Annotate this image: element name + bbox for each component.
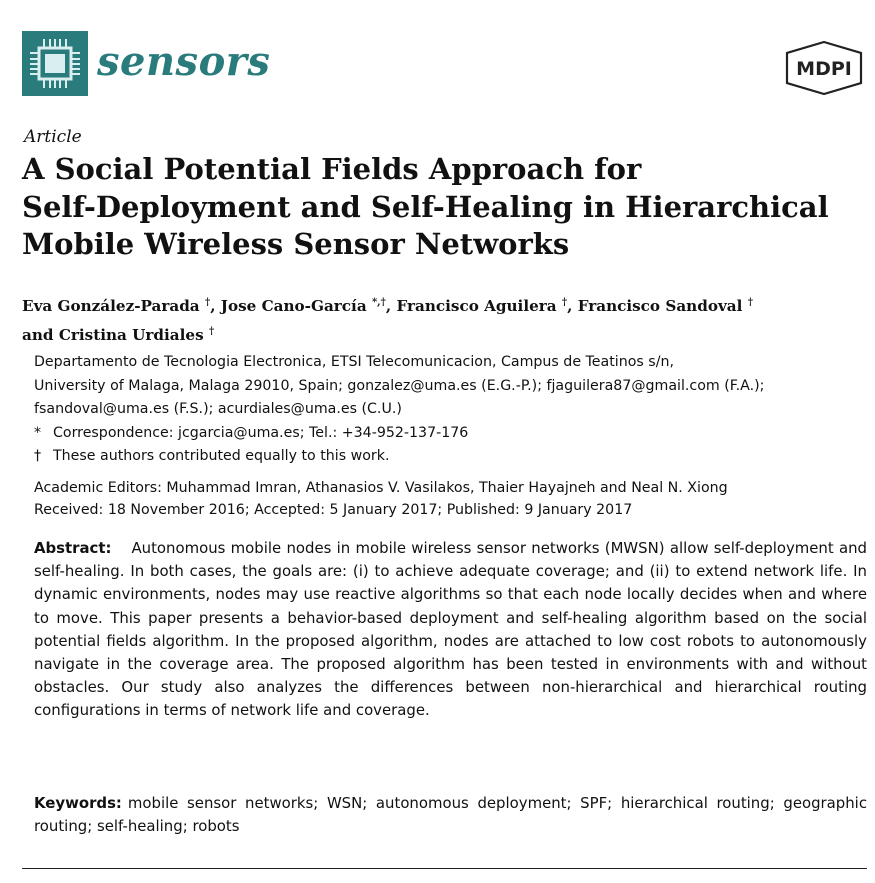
author-mark: † [204, 297, 211, 308]
keywords [34, 792, 867, 838]
author-name: Eva González-Parada [22, 297, 200, 316]
authors-conjunction: and [22, 326, 54, 345]
abstract-label: Abstract: [34, 539, 112, 557]
author-name: Jose Cano-García [220, 297, 367, 316]
article-type: Article [24, 127, 82, 147]
keywords-label: Keywords: [34, 794, 122, 812]
author-list: Eva González-Parada †, Jose Cano-García *,†, Francisco Aguilera †, Francisco Sandoval † and Cristina Urdiales † [22, 297, 753, 345]
abstract [34, 537, 867, 723]
author-name: Francisco Aguilera [396, 297, 557, 316]
journal-logo-icon [22, 31, 88, 96]
equal-contribution-line [34, 445, 874, 469]
publication-dates: Received: 18 November 2016; Accepted: 5 January 2017; Published: 9 January 2017 [34, 501, 633, 518]
correspondence-text: Correspondence: jcgarcia@uma.es; Tel.: +34-952-137-176 [53, 424, 469, 441]
equal-contribution-text: These authors contributed equally to this work. [53, 448, 390, 464]
equal-contribution-mark: † [34, 448, 42, 464]
affiliation-block [34, 351, 874, 469]
article-title [22, 151, 862, 264]
title-line: Self-Deployment and Self-Healing in Hierarchical [22, 189, 829, 224]
correspondence-line [34, 422, 874, 446]
affiliation-line: Departamento de Tecnologia Electronica, ETSI Telecomunicacion, Campus de Teatinos s/n, [34, 354, 674, 370]
academic-editors: Academic Editors: Muhammad Imran, Athanasios V. Vasilakos, Thaier Hayajneh and Neal N. Xiong [34, 480, 728, 496]
bottom-rule [22, 868, 867, 869]
affiliation-line: University of Malaga, Malaga 29010, Spain; gonzalez@uma.es (E.G.-P.); fjaguilera87@gmail.com (F.A.); [34, 377, 765, 394]
keywords-text: mobile sensor networks; WSN; autonomous deployment; SPF; hierarchical routing; geographic routing; self-healing; robots [34, 794, 867, 836]
affiliation-line: fsandoval@uma.es (F.S.); acurdiales@uma.es (C.U.) [34, 401, 402, 417]
title-line: Mobile Wireless Sensor Networks [22, 227, 570, 261]
author-name: Francisco Sandoval [577, 297, 743, 316]
publication-info [34, 478, 874, 521]
author-mark: † [208, 326, 215, 338]
title-line: A Social Potential Fields Approach for [22, 152, 642, 186]
abstract-text: Autonomous mobile nodes in mobile wireless sensor networks (MWSN) allow self-deployment and self-healing. In both cases, the goals are: (i) to achieve adequate coverage; and (ii) to extend network life. In dynamic environments, nodes may use reactive algorithms so that each node locally decides when and where to move. This paper presents a behavior-based deployment and self-healing algorithm based on the social potential fields algorithm. In the proposed algorithm, nodes are attached to low cost robots to autonomously navigate in the coverage area. The proposed algorithm has been tested in environments with and without obstacles. Our study also analyzes the differences between non-hierarchical and hierarchical routing configurations in terms of network life and coverage. [34, 539, 867, 720]
publisher-name: MDPI [796, 58, 852, 80]
author-mark: † [561, 297, 568, 308]
author-mark: † [747, 297, 753, 308]
correspondence-mark: * [34, 424, 42, 441]
publisher-logo [783, 40, 865, 96]
author-name: Cristina Urdiales [58, 326, 204, 345]
author-mark: *,† [371, 297, 386, 308]
journal-name: sensors [97, 38, 271, 85]
